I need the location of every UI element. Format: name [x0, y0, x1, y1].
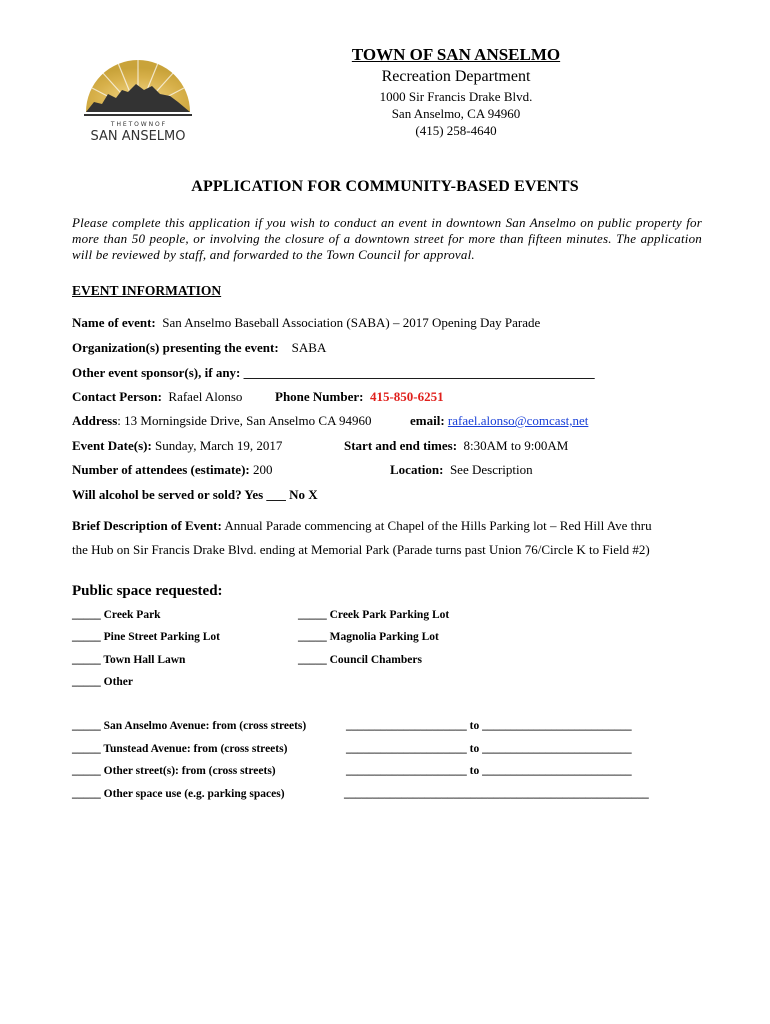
times-row: [344, 438, 568, 454]
address-line1: 1000 Sir Francis Drake Blvd.: [379, 89, 533, 104]
option-other[interactable]: _____ Other: [72, 676, 134, 688]
contact-label: Contact Person:: [72, 389, 162, 404]
street-san-anselmo-ave[interactable]: _____ San Anselmo Avenue: from (cross streets): [72, 720, 307, 732]
phone-line: (415) 258-4640: [415, 123, 497, 138]
location-row: [390, 462, 533, 478]
email-link[interactable]: rafael.alonso@comcast,net: [447, 413, 589, 428]
times-label: Start and end times:: [344, 438, 458, 453]
sponsor-blank: ______________________________________________________: [243, 365, 595, 380]
event-date-value: Sunday, March 19, 2017: [155, 438, 283, 453]
description-value-line1: Annual Parade commencing at Chapel of the Hills Parking lot – Red Hill Ave thru: [224, 518, 652, 533]
town-seal-icon: [78, 54, 198, 146]
event-date-label: Event Date(s):: [72, 438, 152, 453]
event-name-value: San Anselmo Baseball Association (SABA) – 2017 Opening Day Parade: [162, 315, 541, 330]
address-value: : 13 Morningside Drive, San Anselmo CA 94960: [117, 413, 372, 428]
street-tunstead-ave[interactable]: _____ Tunstead Avenue: from (cross streets): [72, 743, 288, 755]
description-row1: [72, 518, 652, 534]
public-space-heading: Public space requested:: [72, 583, 223, 599]
sponsor-label: Other event sponsor(s), if any:: [72, 365, 241, 380]
phone-number-label: Phone Number:: [275, 389, 364, 404]
attendees-label: Number of attendees (estimate):: [72, 462, 250, 477]
sponsor-row: [72, 365, 595, 381]
other-space-use-blank[interactable]: _____________________________________________________: [344, 788, 649, 800]
email-label: email:: [410, 413, 445, 428]
option-pine-street-lot[interactable]: _____ Pine Street Parking Lot: [72, 631, 220, 643]
street-other-blank[interactable]: _____________________ to __________________________: [346, 765, 632, 777]
organization-label: Organization(s) presenting the event:: [72, 340, 279, 355]
intro-paragraph: Please complete this application if you wish to conduct an event in downtown San Anselmo on public property for more than 50 people, or involving the closure of a downtown street for more than fifteen minutes. The application will be reviewed by staff, and forwarded to the Town Council for approval.: [72, 215, 702, 262]
email-row: [410, 413, 588, 429]
description-label: Brief Description of Event:: [72, 518, 222, 533]
other-space-use[interactable]: _____ Other space use (e.g. parking spaces): [72, 788, 285, 800]
attendees-row: [72, 462, 272, 478]
location-label: Location:: [390, 462, 444, 477]
contact-row: [72, 389, 242, 405]
document-title: APPLICATION FOR COMMUNITY-BASED EVENTS: [191, 178, 579, 195]
town-name: TOWN OF SAN ANSELMO: [351, 45, 561, 64]
organization-row: [72, 340, 326, 356]
attendees-value: 200: [252, 462, 273, 477]
event-info-heading: EVENT INFORMATION: [72, 283, 222, 298]
times-value: 8:30AM to 9:00AM: [463, 438, 569, 453]
town-logo: [78, 54, 198, 146]
organization-value: SABA: [291, 340, 327, 355]
event-name-row: [72, 315, 540, 331]
address-line2: San Anselmo, CA 94960: [391, 106, 521, 121]
logo-line2: SAN ANSELMO: [90, 129, 186, 144]
description-value-line2: the Hub on Sir Francis Drake Blvd. ending at Memorial Park (Parade turns past Union 76/Circle K to Field #2): [72, 542, 650, 557]
address-label: Address: [72, 413, 118, 428]
department-name: Recreation Department: [381, 68, 531, 85]
location-value: See Description: [449, 462, 533, 477]
event-name-label: Name of event:: [72, 315, 156, 330]
phone-number-row: [275, 389, 444, 405]
event-date-row: [72, 438, 282, 454]
street-san-anselmo-ave-blank[interactable]: _____________________ to __________________________: [346, 720, 632, 732]
street-tunstead-ave-blank[interactable]: _____________________ to __________________________: [346, 743, 632, 755]
street-other[interactable]: _____ Other street(s): from (cross streets): [72, 765, 276, 777]
phone-number-value: 415-850-6251: [369, 389, 444, 404]
alcohol-row: Will alcohol be served or sold? Yes ___ No X: [72, 487, 318, 502]
option-magnolia-lot[interactable]: _____ Magnolia Parking Lot: [298, 631, 439, 643]
option-council-chambers[interactable]: _____ Council Chambers: [298, 654, 422, 666]
option-town-hall-lawn[interactable]: _____ Town Hall Lawn: [72, 654, 186, 666]
address-row: [72, 413, 372, 429]
option-creek-park-lot[interactable]: _____ Creek Park Parking Lot: [298, 609, 450, 621]
contact-value: Rafael Alonso: [168, 389, 243, 404]
option-creek-park[interactable]: _____ Creek Park: [72, 609, 161, 621]
logo-line1: T H E T O W N O F: [110, 121, 166, 128]
